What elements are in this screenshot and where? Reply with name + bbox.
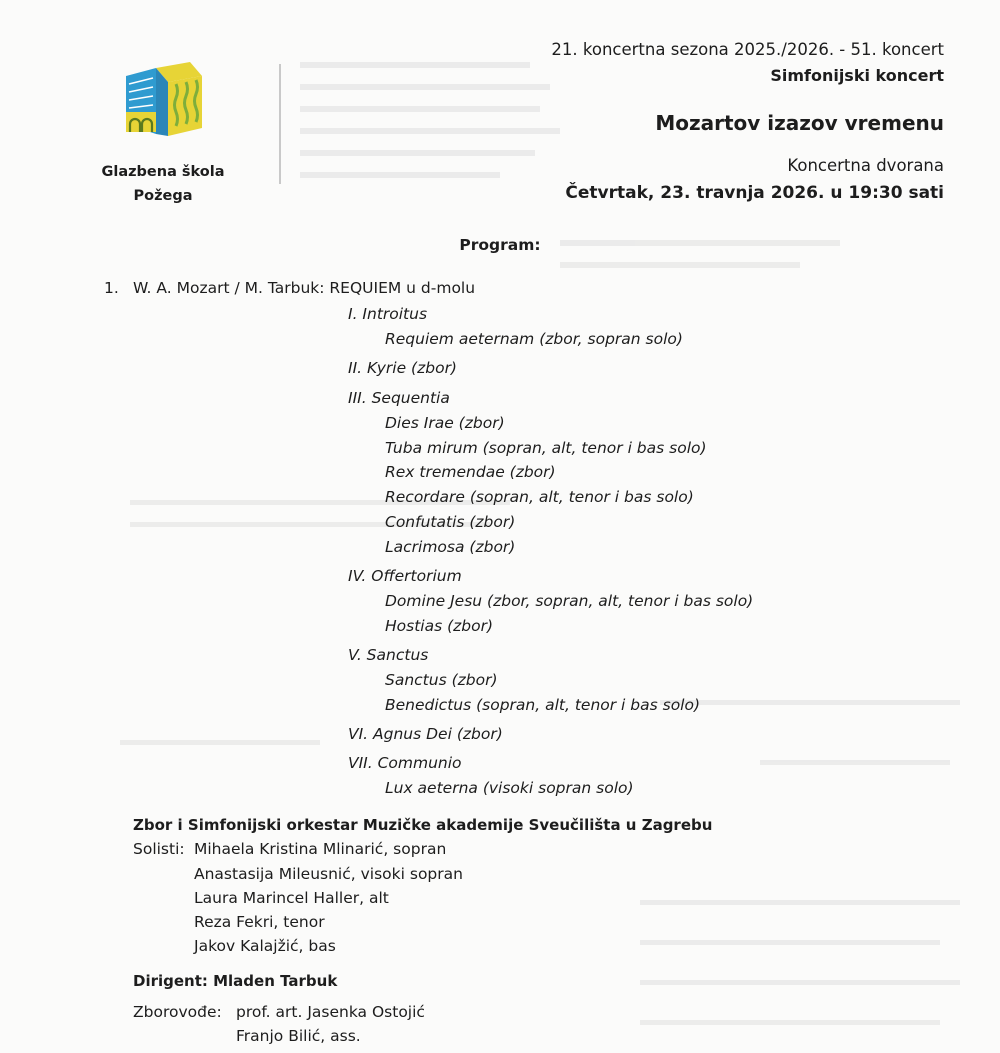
movement-item: IV. Offertorium <box>348 567 462 585</box>
work-title: W. A. Mozart / M. Tarbuk: REQUIEM u d-molu <box>133 279 476 297</box>
movement-item: Confutatis (zbor) <box>385 513 516 531</box>
soloist-item: Anastasija Mileusnić, visoki sopran <box>194 865 463 883</box>
movement-item: VII. Communio <box>348 754 462 772</box>
movement-item: Requiem aeternam (zbor, sopran solo) <box>385 330 683 348</box>
movement-item: Hostias (zbor) <box>385 617 494 635</box>
movement-item: Recordare (sopran, alt, tenor i bas solo) <box>385 488 694 506</box>
soloist-item: Mihaela Kristina Mlinarić, sopran <box>194 840 447 858</box>
movement-item: Sanctus (zbor) <box>385 671 498 689</box>
work-number: 1. <box>104 279 119 297</box>
movement-item: Lux aeterna (visoki sopran solo) <box>385 779 634 797</box>
choirmaster-item: Franjo Bilić, ass. <box>236 1027 361 1045</box>
concert-date: Četvrtak, 23. travnja 2026. u 19:30 sati <box>565 183 944 203</box>
movement-item: II. Kyrie (zbor) <box>348 359 457 377</box>
season-line: 21. koncertna sezona 2025./2026. - 51. koncert <box>551 40 944 59</box>
program-heading: Program: <box>459 236 541 254</box>
movement-item: III. Sequentia <box>348 389 450 407</box>
soloist-item: Reza Fekri, tenor <box>194 913 325 931</box>
school-logo-icon <box>126 62 202 138</box>
school-name-line1: Glazbena škola <box>101 164 225 180</box>
header-divider <box>279 64 281 184</box>
ensemble-name: Zbor i Simfonijski orkestar Muzičke akademije Sveučilišta u Zagrebu <box>133 816 713 834</box>
movement-item: I. Introitus <box>348 305 428 323</box>
movement-item: Benedictus (sopran, alt, tenor i bas solo) <box>385 696 701 714</box>
movement-item: VI. Agnus Dei (zbor) <box>348 725 503 743</box>
movement-item: Tuba mirum (sopran, alt, tenor i bas solo) <box>385 439 707 457</box>
soloist-item: Laura Marincel Haller, alt <box>194 889 389 907</box>
school-name <box>90 160 236 208</box>
choirmasters-label: Zborovođe: <box>133 1003 222 1021</box>
soloist-item: Jakov Kalajžić, bas <box>194 937 336 955</box>
soloists-label: Solisti: <box>133 840 185 858</box>
concert-type: Simfonijski koncert <box>770 66 944 85</box>
venue: Koncertna dvorana <box>787 156 944 175</box>
movement-item: Rex tremendae (zbor) <box>385 463 556 481</box>
school-name-line2: Požega <box>133 188 193 204</box>
movement-item: V. Sanctus <box>348 646 429 664</box>
movement-item: Dies Irae (zbor) <box>385 414 505 432</box>
movement-item: Lacrimosa (zbor) <box>385 538 516 556</box>
choirmaster-item: prof. art. Jasenka Ostojić <box>236 1003 425 1021</box>
conductor: Dirigent: Mladen Tarbuk <box>133 972 338 990</box>
movement-item: Domine Jesu (zbor, sopran, alt, tenor i bas solo) <box>385 592 754 610</box>
concert-title: Mozartov izazov vremenu <box>655 111 944 135</box>
